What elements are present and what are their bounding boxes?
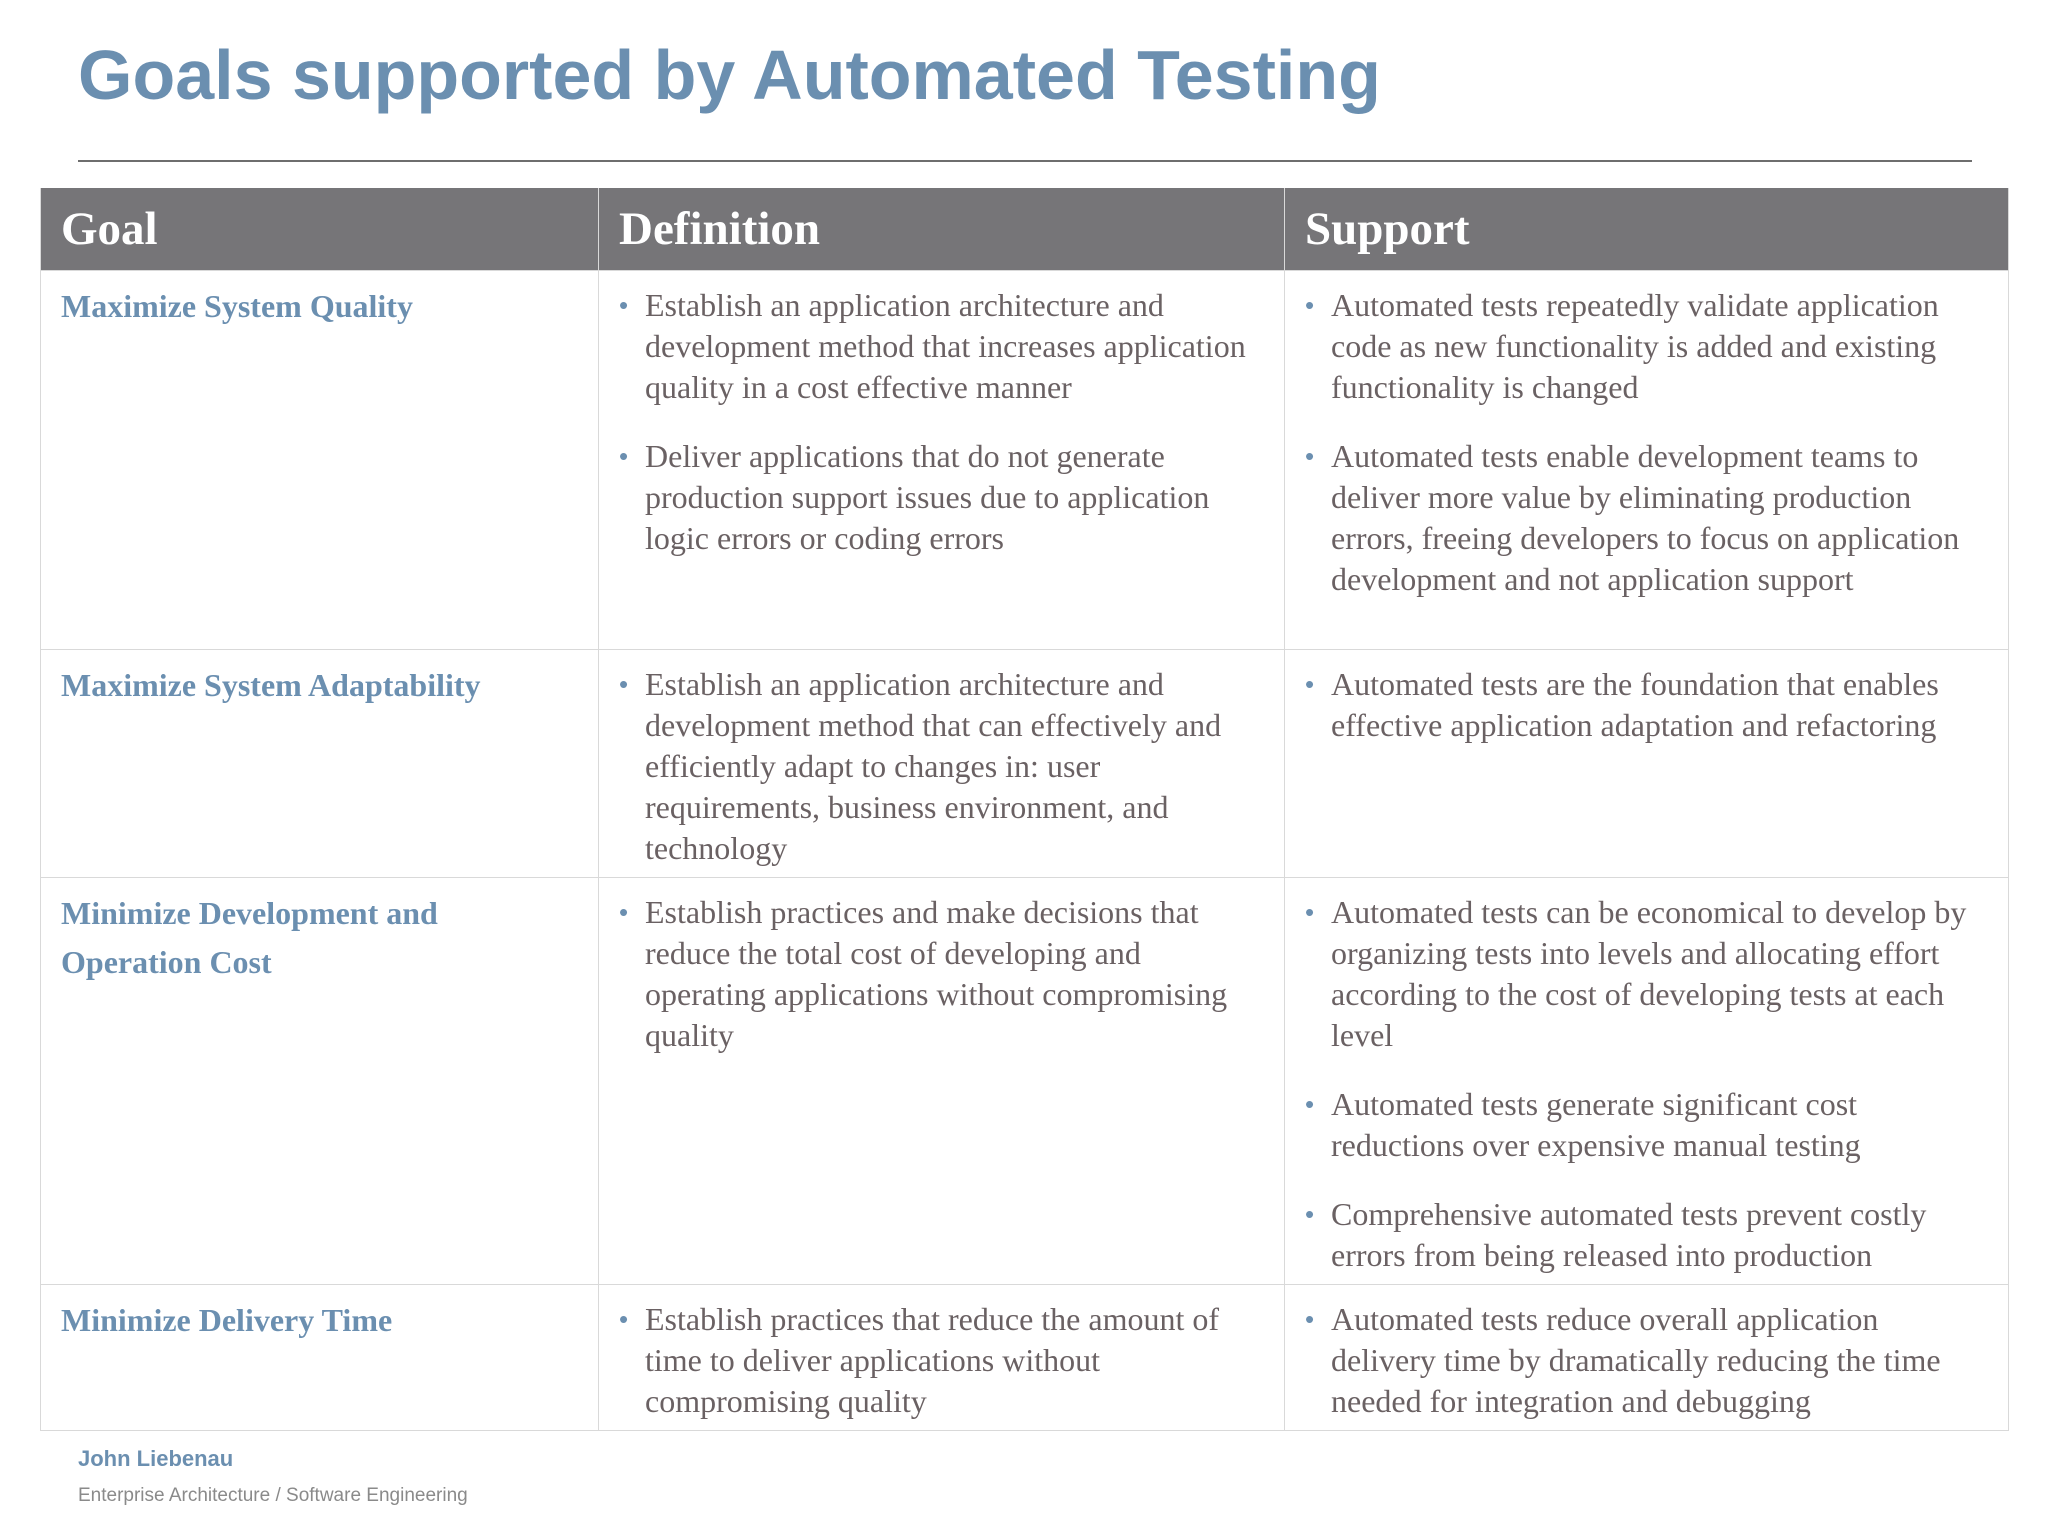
definition-cell: [599, 271, 1285, 650]
definition-item: • Establish an application architecture and development method that increases application quality in a cost effective manner: [619, 285, 1264, 408]
title-divider: [78, 160, 1972, 162]
definition-list: [619, 650, 1264, 877]
support-item: • Automated tests reduce overall application delivery time by dramatically reducing the time needed for integration and debugging: [1305, 1299, 1988, 1422]
support-list: [1305, 878, 1988, 1284]
goals-table: [40, 188, 2009, 1431]
goal-cell: [41, 271, 599, 650]
definition-list: [619, 271, 1264, 567]
support-item: • Comprehensive automated tests prevent costly errors from being released into production: [1305, 1194, 1988, 1276]
support-cell: [1285, 1285, 2009, 1431]
support-list: [1305, 271, 1988, 608]
definition-list: [619, 1285, 1264, 1430]
column-header-definition: Definition: [599, 188, 1285, 271]
support-item: • Automated tests enable development teams to deliver more value by eliminating production errors, freeing developers to focus on application development and not application support: [1305, 436, 1988, 600]
goal-name: Minimize Development and Operation Cost: [61, 895, 438, 980]
definition-item: • Establish practices that reduce the amount of time to deliver applications without compromising quality: [619, 1299, 1264, 1422]
goal-cell: [41, 878, 599, 1285]
support-item: • Automated tests can be economical to develop by organizing tests into levels and allocating effort according to the cost of developing tests at each level: [1305, 892, 1988, 1056]
support-list: [1305, 1285, 1988, 1430]
table-header-row: [41, 188, 2009, 271]
goal-cell: [41, 1285, 599, 1431]
definition-list: [619, 878, 1264, 1064]
table-row: [41, 1285, 2009, 1431]
table-row: [41, 650, 2009, 878]
slide-title: Goals supported by Automated Testing: [78, 36, 1381, 114]
column-header-goal: Goal: [41, 188, 599, 271]
goal-name: Maximize System Adaptability: [61, 667, 481, 703]
definition-cell: [599, 650, 1285, 878]
support-cell: [1285, 650, 2009, 878]
table-row: [41, 878, 2009, 1285]
support-item: • Automated tests generate significant cost reductions over expensive manual testing: [1305, 1084, 1988, 1166]
definition-item: • Establish practices and make decisions that reduce the total cost of developing and operating applications without compromising quality: [619, 892, 1264, 1056]
table-row: [41, 271, 2009, 650]
goal-name: Maximize System Quality: [61, 288, 413, 324]
goal-name: Minimize Delivery Time: [61, 1302, 393, 1338]
definition-item: • Establish an application architecture and development method that can effectively and efficiently adapt to changes in: user requirements, business environment, and technology: [619, 664, 1264, 869]
footer-author: John Liebenau: [78, 1446, 234, 1471]
support-list: [1305, 650, 1988, 754]
footer-organization: Enterprise Architecture / Software Engineering: [78, 1485, 468, 1506]
definition-cell: [599, 878, 1285, 1285]
support-item: • Automated tests repeatedly validate application code as new functionality is added and existing functionality is changed: [1305, 285, 1988, 408]
support-item: • Automated tests are the foundation that enables effective application adaptation and refactoring: [1305, 664, 1988, 746]
definition-item: • Deliver applications that do not generate production support issues due to application logic errors or coding errors: [619, 436, 1264, 559]
support-cell: [1285, 878, 2009, 1285]
support-cell: [1285, 271, 2009, 650]
definition-cell: [599, 1285, 1285, 1431]
column-header-support: Support: [1285, 188, 2009, 271]
goal-cell: [41, 650, 599, 878]
